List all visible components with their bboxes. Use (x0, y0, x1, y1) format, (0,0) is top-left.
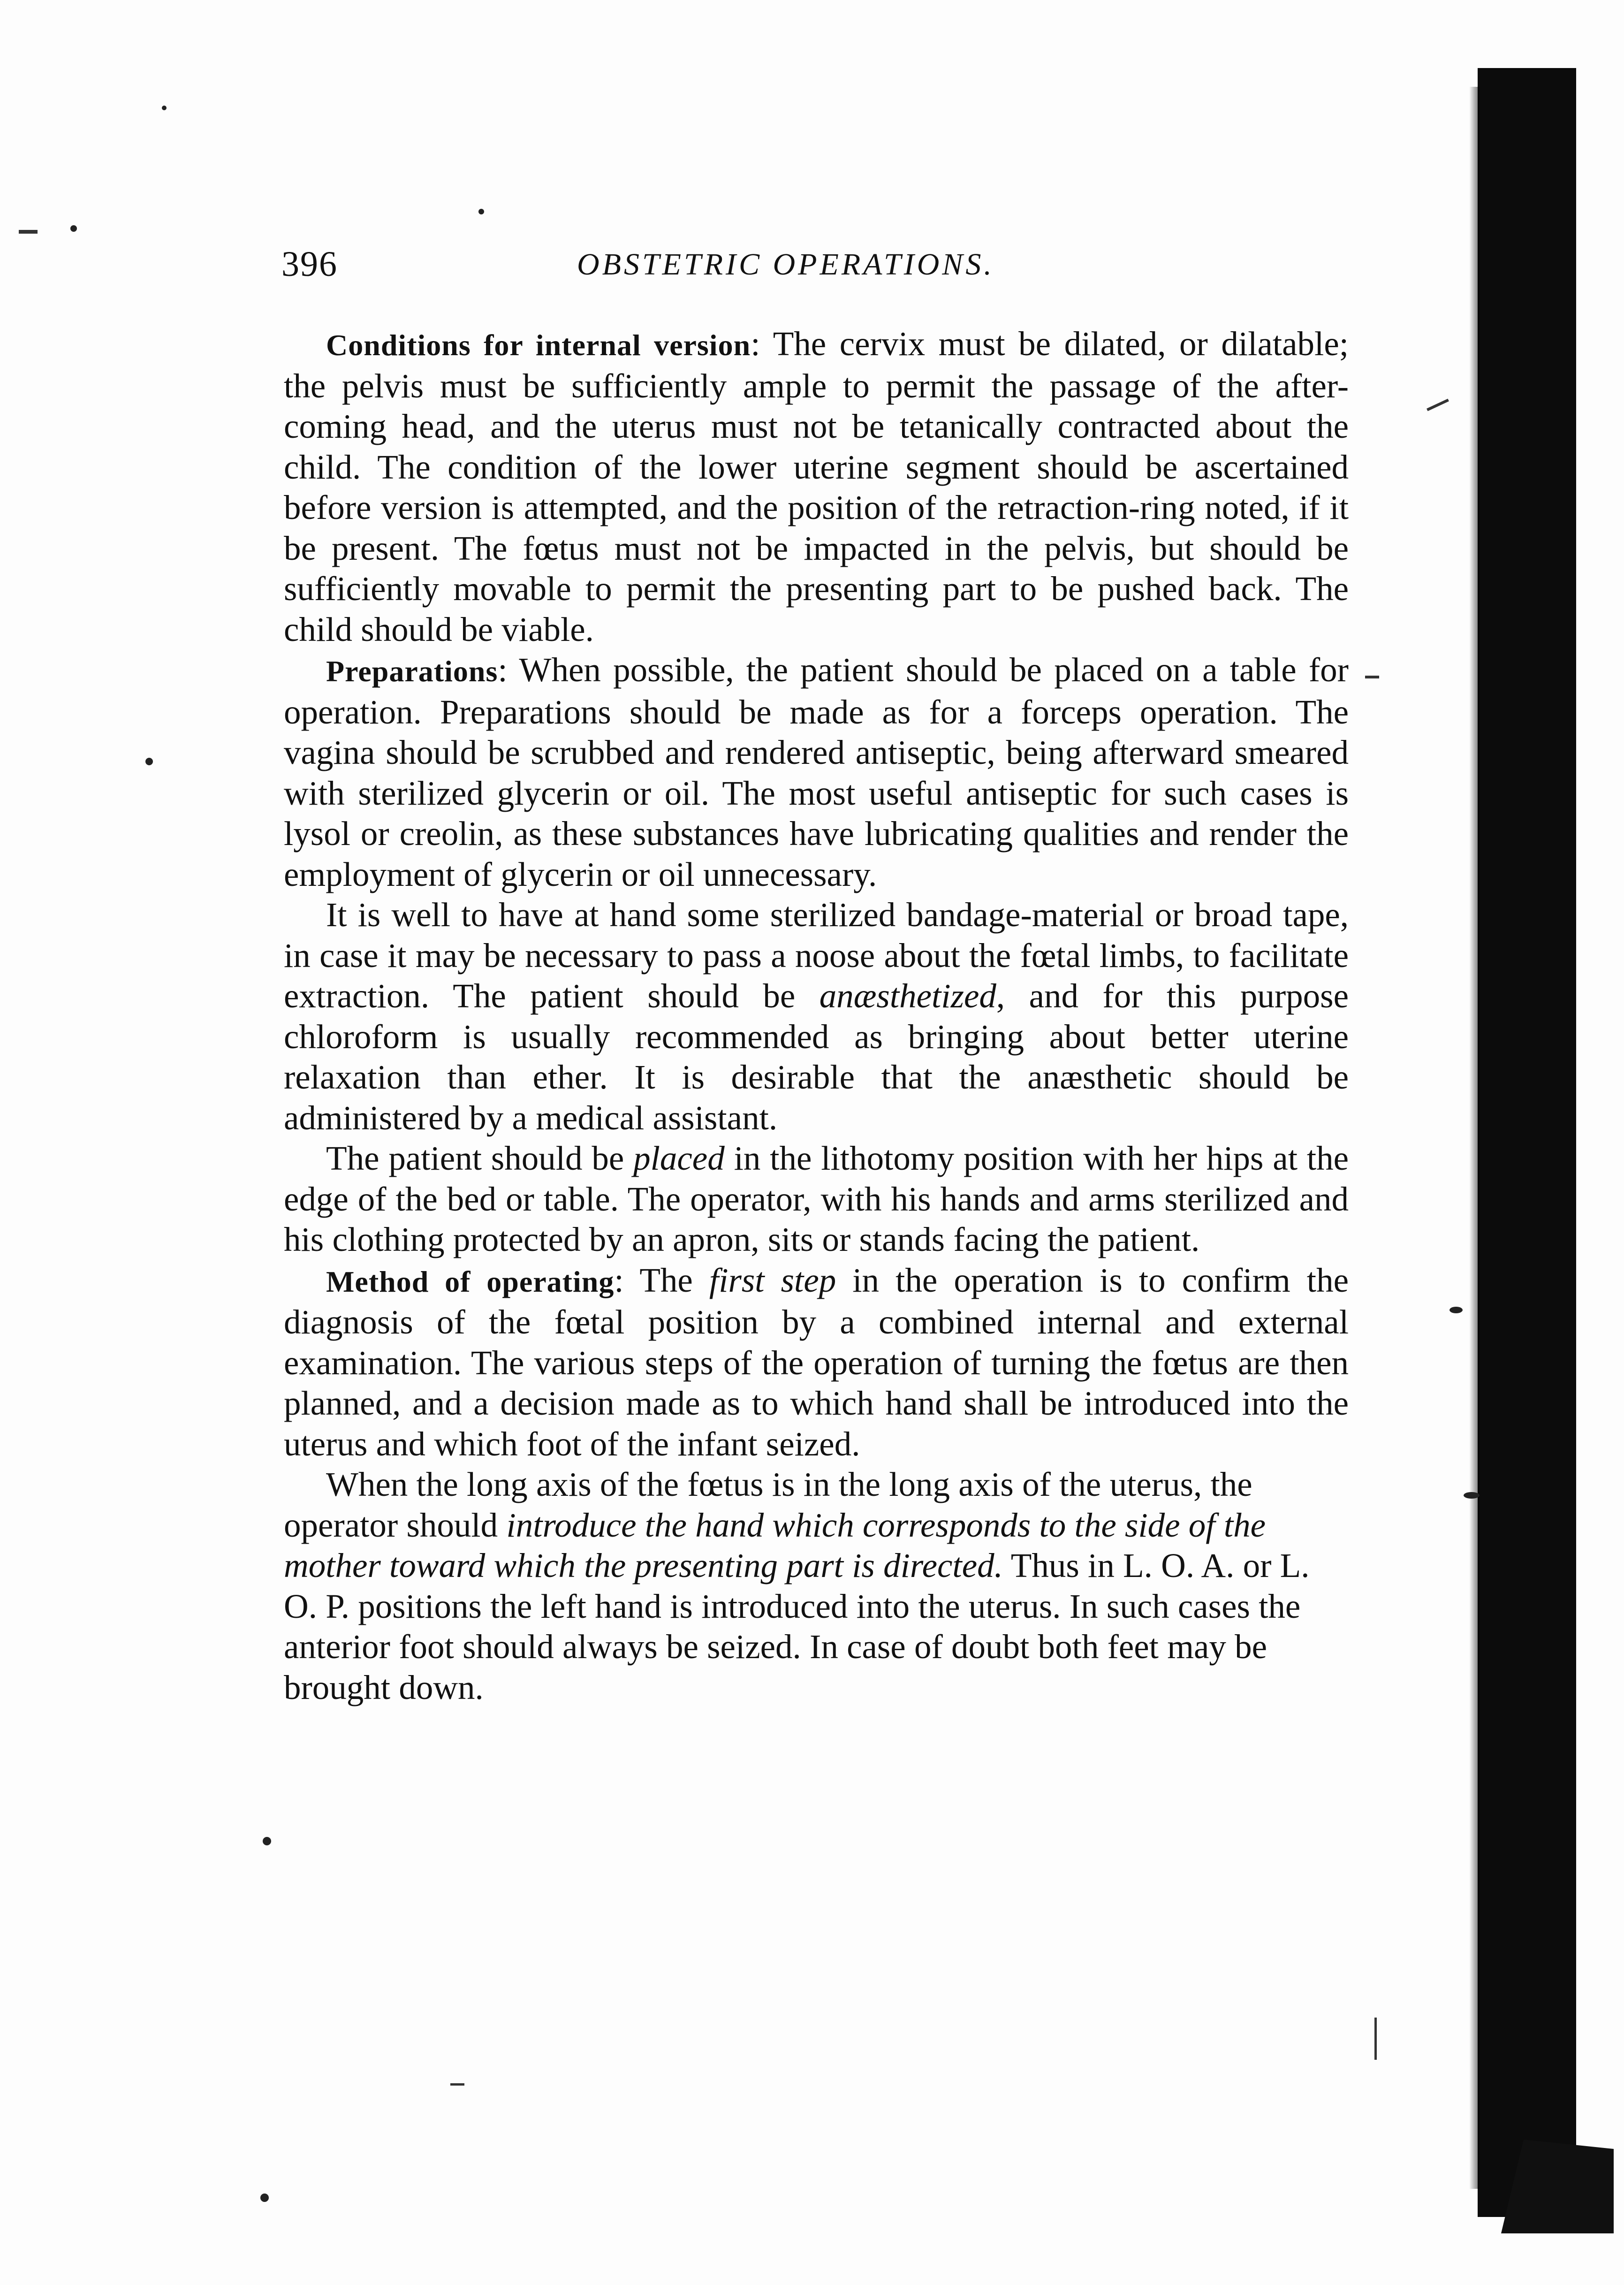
scan-speck (145, 758, 153, 765)
paragraph-text: The patient should be (326, 1139, 634, 1177)
paragraph-heading: Conditions for internal version (326, 328, 751, 362)
margin-mark (1374, 2018, 1377, 2060)
paragraph-preparations (284, 650, 1349, 895)
scan-speck (263, 1837, 271, 1845)
scan-speck (260, 2194, 269, 2202)
margin-mark (1427, 399, 1449, 411)
paragraph-anaesthesia (284, 895, 1349, 1138)
paragraph-text: : The cervix must be dilated, or dilatable; the pelvis must be sufficiently ample to permit the passage of the after-coming head, and the uterus must not be tetanically contracted about the child. The condition of the lower uterine segment should be ascertained before version is attempted, and the position of the retraction-ring noted, if it be present. The fœtus must not be impacted in the pelvis, but should be sufficiently movable to permit the presenting part to be pushed back. The child should be viable. (284, 325, 1349, 648)
paragraph-emphasis: anæsthetized (819, 977, 996, 1015)
scan-speck (478, 209, 484, 214)
margin-mark (19, 230, 38, 234)
margin-mark (1365, 676, 1379, 678)
scanner-edge-shadow (1478, 68, 1576, 2217)
body-text (284, 324, 1349, 1708)
paragraph-text: Thus in L. O. A. or L. O. P. positions the left hand is introduced into the uterus. In such cases the anterior foot should always be seized. In case of doubt both feet may be brought down. (284, 1546, 1310, 1706)
paragraph-text: : When possible, the patient should be placed on a table for operation. Preparations should be made as for a forceps operation. The vagina should be scrubbed and rendered antiseptic, being afterward smeared with sterilized glycerin or oil. The most useful antiseptic for such cases is lysol or creolin, as these substances have lubricating qualities and render the employment of glycerin or oil unnecessary. (284, 651, 1349, 893)
paragraph-emphasis: introduce the hand which corresponds to the side of the mother toward which the presenting part is directed. (284, 1506, 1266, 1584)
paragraph-emphasis: placed (633, 1139, 725, 1177)
paragraph-conditions (284, 324, 1349, 650)
paragraph-text: , and for this purpose chloroform is usually recommended as bringing about better uterine relaxation than ether. It is desirable that the anæsthetic should be administered by a medical assistant. (284, 977, 1349, 1137)
paragraph-heading: Method of operating (326, 1264, 615, 1298)
paragraph-text: in the operation is to confirm the diagnosis of the fœtal position by a combined internal and external examination. The various steps of the operation of turning the fœtus are then planned, and a decision made as to which hand shall be introduced into the uterus and which foot of the infant seized. (284, 1261, 1349, 1463)
scan-speck (162, 106, 167, 110)
running-head (281, 244, 1342, 296)
paragraph-text: When the long axis of the fœtus is in the long axis of the uterus, the operator should (284, 1465, 1252, 1544)
paragraph-text: in the lithotomy position with her hips at the edge of the bed or table. The operator, with his hands and arms sterilized and his clothing protected by an apron, sits or stands facing the patient. (284, 1139, 1349, 1258)
scan-speck (1449, 1307, 1463, 1313)
page-number: 396 (281, 244, 338, 284)
paragraph-heading: Preparations (326, 655, 498, 688)
scan-speck (70, 225, 77, 232)
paragraph-text: It is well to have at hand some sterilized bandage-material or broad tape, in case it may be necessary to pass a noose about the fœtal limbs, to facilitate extraction. The patient should be (284, 896, 1349, 1015)
scan-speck (1464, 1492, 1480, 1499)
running-title: OBSTETRIC OPERATIONS. (577, 247, 994, 282)
paragraph-method (284, 1260, 1349, 1465)
paragraph-position (284, 1138, 1349, 1260)
margin-mark (450, 2083, 464, 2086)
paragraph-emphasis: first step (709, 1261, 836, 1299)
paragraph-text: : The (614, 1261, 709, 1299)
paragraph-hand-selection (284, 1464, 1349, 1708)
